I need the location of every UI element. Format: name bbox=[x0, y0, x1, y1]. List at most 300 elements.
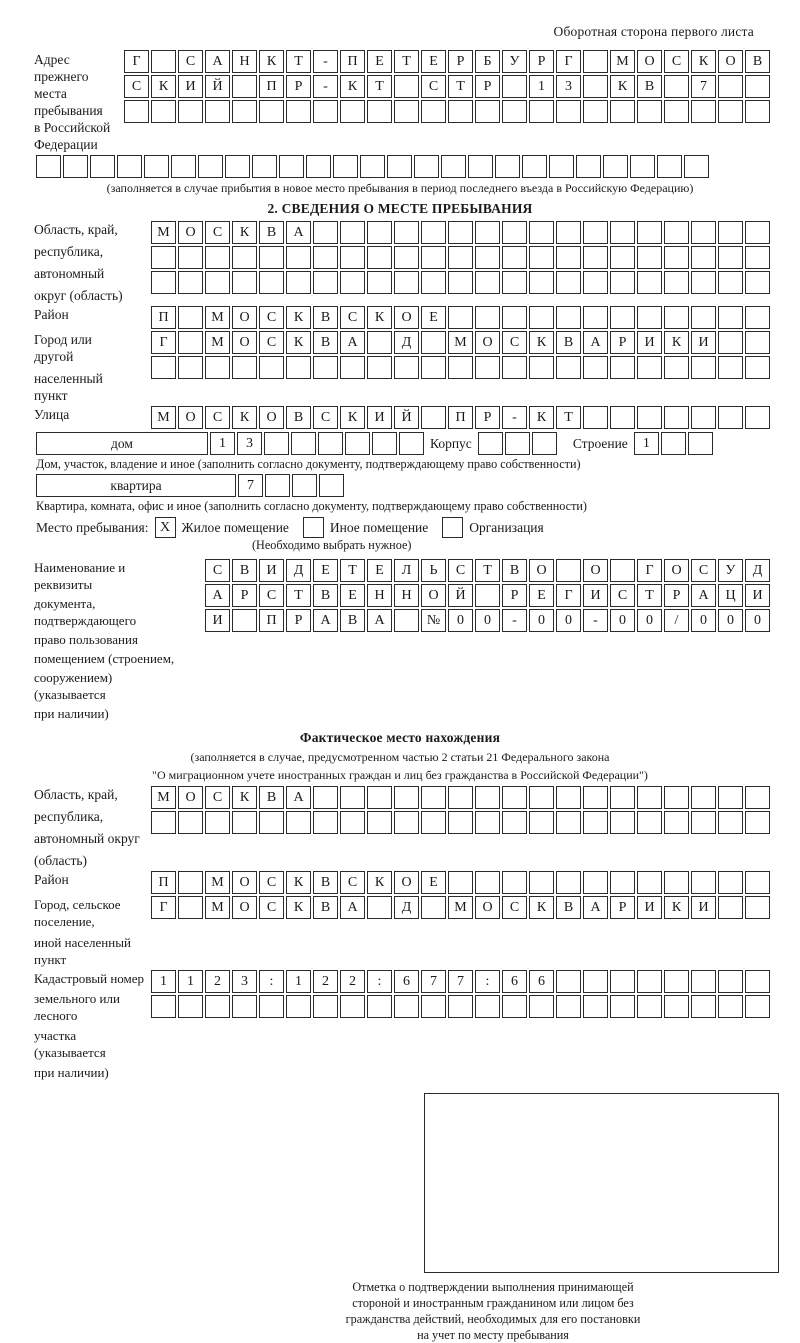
char-cell[interactable] bbox=[745, 970, 770, 993]
char-cell[interactable] bbox=[745, 100, 770, 123]
char-cell[interactable] bbox=[532, 432, 557, 455]
char-cell[interactable]: 1 bbox=[634, 432, 659, 455]
char-cell[interactable] bbox=[372, 432, 397, 455]
char-cell[interactable] bbox=[313, 221, 338, 244]
char-cell[interactable] bbox=[610, 246, 635, 269]
char-cell[interactable]: О bbox=[232, 306, 257, 329]
char-cell[interactable]: 7 bbox=[238, 474, 263, 497]
char-cell[interactable]: К bbox=[529, 331, 554, 354]
char-cell[interactable] bbox=[583, 100, 608, 123]
char-cell[interactable]: К bbox=[286, 306, 311, 329]
char-cell[interactable]: С bbox=[421, 75, 446, 98]
char-cell[interactable] bbox=[448, 786, 473, 809]
char-cell[interactable] bbox=[151, 246, 176, 269]
char-cell[interactable]: 3 bbox=[556, 75, 581, 98]
char-cell[interactable]: 0 bbox=[718, 609, 743, 632]
char-cell[interactable] bbox=[637, 100, 662, 123]
char-cell[interactable] bbox=[556, 221, 581, 244]
char-cell[interactable] bbox=[583, 811, 608, 834]
actual-district-cells[interactable] bbox=[151, 871, 772, 894]
char-cell[interactable] bbox=[495, 155, 520, 178]
char-cell[interactable] bbox=[718, 75, 743, 98]
char-cell[interactable] bbox=[421, 221, 446, 244]
char-cell[interactable]: Т bbox=[475, 559, 500, 582]
char-cell[interactable]: С bbox=[502, 331, 527, 354]
char-cell[interactable]: С bbox=[259, 584, 284, 607]
char-cell[interactable] bbox=[691, 356, 716, 379]
document-cells-row3[interactable] bbox=[205, 609, 772, 632]
char-cell[interactable] bbox=[610, 221, 635, 244]
char-cell[interactable]: 1 bbox=[529, 75, 554, 98]
char-cell[interactable] bbox=[264, 432, 289, 455]
char-cell[interactable] bbox=[232, 75, 257, 98]
char-cell[interactable]: 7 bbox=[421, 970, 446, 993]
char-cell[interactable] bbox=[475, 811, 500, 834]
char-cell[interactable]: Й bbox=[205, 75, 230, 98]
char-cell[interactable]: Г bbox=[637, 559, 662, 582]
char-cell[interactable] bbox=[205, 100, 230, 123]
char-cell[interactable] bbox=[205, 356, 230, 379]
korpus-cells[interactable] bbox=[478, 432, 559, 455]
char-cell[interactable]: И bbox=[178, 75, 203, 98]
char-cell[interactable]: Т bbox=[367, 75, 392, 98]
char-cell[interactable]: У bbox=[718, 559, 743, 582]
char-cell[interactable]: 1 bbox=[178, 970, 203, 993]
char-cell[interactable] bbox=[529, 246, 554, 269]
char-cell[interactable]: Г bbox=[151, 331, 176, 354]
char-cell[interactable]: К bbox=[340, 75, 365, 98]
char-cell[interactable] bbox=[610, 970, 635, 993]
char-cell[interactable]: Ь bbox=[421, 559, 446, 582]
char-cell[interactable]: Г bbox=[556, 50, 581, 73]
char-cell[interactable]: В bbox=[286, 406, 311, 429]
char-cell[interactable] bbox=[340, 100, 365, 123]
char-cell[interactable] bbox=[286, 811, 311, 834]
char-cell[interactable] bbox=[529, 811, 554, 834]
char-cell[interactable]: К bbox=[610, 75, 635, 98]
char-cell[interactable] bbox=[475, 871, 500, 894]
char-cell[interactable]: О bbox=[232, 331, 257, 354]
char-cell[interactable] bbox=[448, 811, 473, 834]
char-cell[interactable] bbox=[232, 100, 257, 123]
char-cell[interactable]: О bbox=[178, 406, 203, 429]
char-cell[interactable] bbox=[286, 246, 311, 269]
char-cell[interactable]: О bbox=[178, 786, 203, 809]
char-cell[interactable] bbox=[745, 896, 770, 919]
char-cell[interactable] bbox=[576, 155, 601, 178]
char-cell[interactable]: - bbox=[502, 609, 527, 632]
char-cell[interactable] bbox=[367, 995, 392, 1018]
char-cell[interactable] bbox=[664, 306, 689, 329]
char-cell[interactable] bbox=[475, 356, 500, 379]
char-cell[interactable] bbox=[583, 75, 608, 98]
char-cell[interactable] bbox=[502, 871, 527, 894]
char-cell[interactable] bbox=[178, 271, 203, 294]
char-cell[interactable]: П bbox=[151, 871, 176, 894]
char-cell[interactable]: Г bbox=[124, 50, 149, 73]
char-cell[interactable]: Н bbox=[232, 50, 257, 73]
char-cell[interactable]: В bbox=[259, 221, 284, 244]
char-cell[interactable]: Т bbox=[286, 584, 311, 607]
char-cell[interactable]: : bbox=[259, 970, 284, 993]
checkbox-other-premises[interactable] bbox=[303, 517, 324, 538]
char-cell[interactable] bbox=[583, 246, 608, 269]
char-cell[interactable] bbox=[232, 356, 257, 379]
stamp-area[interactable] bbox=[424, 1093, 779, 1273]
char-cell[interactable]: М bbox=[610, 50, 635, 73]
char-cell[interactable]: № bbox=[421, 609, 446, 632]
char-cell[interactable] bbox=[556, 246, 581, 269]
char-cell[interactable]: Е bbox=[421, 306, 446, 329]
char-cell[interactable]: 7 bbox=[691, 75, 716, 98]
char-cell[interactable] bbox=[313, 811, 338, 834]
previous-address-cells-row2[interactable] bbox=[124, 75, 772, 98]
char-cell[interactable] bbox=[684, 155, 709, 178]
char-cell[interactable] bbox=[340, 811, 365, 834]
char-cell[interactable]: В bbox=[313, 584, 338, 607]
char-cell[interactable]: 3 bbox=[232, 970, 257, 993]
char-cell[interactable]: 0 bbox=[745, 609, 770, 632]
char-cell[interactable]: О bbox=[178, 221, 203, 244]
char-cell[interactable]: К bbox=[259, 50, 284, 73]
char-cell[interactable] bbox=[63, 155, 88, 178]
char-cell[interactable] bbox=[745, 331, 770, 354]
char-cell[interactable] bbox=[421, 995, 446, 1018]
char-cell[interactable]: Т bbox=[637, 584, 662, 607]
char-cell[interactable]: К bbox=[529, 896, 554, 919]
char-cell[interactable] bbox=[502, 786, 527, 809]
checkbox-organization[interactable] bbox=[442, 517, 463, 538]
char-cell[interactable] bbox=[151, 811, 176, 834]
char-cell[interactable] bbox=[367, 356, 392, 379]
char-cell[interactable] bbox=[286, 995, 311, 1018]
char-cell[interactable]: 6 bbox=[394, 970, 419, 993]
char-cell[interactable]: К bbox=[286, 896, 311, 919]
char-cell[interactable] bbox=[502, 306, 527, 329]
char-cell[interactable] bbox=[529, 221, 554, 244]
char-cell[interactable]: С bbox=[259, 306, 284, 329]
char-cell[interactable]: О bbox=[232, 896, 257, 919]
char-cell[interactable] bbox=[718, 331, 743, 354]
char-cell[interactable] bbox=[313, 786, 338, 809]
char-cell[interactable] bbox=[583, 50, 608, 73]
char-cell[interactable] bbox=[502, 100, 527, 123]
char-cell[interactable] bbox=[367, 331, 392, 354]
document-cells-row2[interactable] bbox=[205, 584, 772, 607]
char-cell[interactable]: А bbox=[286, 221, 311, 244]
char-cell[interactable] bbox=[345, 432, 370, 455]
char-cell[interactable]: И bbox=[691, 331, 716, 354]
char-cell[interactable]: Р bbox=[286, 609, 311, 632]
char-cell[interactable] bbox=[178, 246, 203, 269]
char-cell[interactable]: М bbox=[448, 896, 473, 919]
char-cell[interactable] bbox=[745, 271, 770, 294]
char-cell[interactable] bbox=[394, 246, 419, 269]
char-cell[interactable] bbox=[367, 811, 392, 834]
char-cell[interactable] bbox=[259, 100, 284, 123]
char-cell[interactable] bbox=[340, 271, 365, 294]
char-cell[interactable] bbox=[718, 246, 743, 269]
char-cell[interactable]: С bbox=[340, 871, 365, 894]
char-cell[interactable]: К bbox=[286, 331, 311, 354]
char-cell[interactable]: О bbox=[394, 306, 419, 329]
char-cell[interactable] bbox=[319, 474, 344, 497]
char-cell[interactable]: 0 bbox=[556, 609, 581, 632]
char-cell[interactable]: Р bbox=[232, 584, 257, 607]
char-cell[interactable] bbox=[583, 970, 608, 993]
char-cell[interactable]: П bbox=[448, 406, 473, 429]
char-cell[interactable] bbox=[718, 221, 743, 244]
char-cell[interactable] bbox=[205, 995, 230, 1018]
char-cell[interactable] bbox=[36, 155, 61, 178]
char-cell[interactable] bbox=[583, 356, 608, 379]
char-cell[interactable] bbox=[475, 221, 500, 244]
char-cell[interactable] bbox=[178, 811, 203, 834]
cadastre-cells-row2[interactable] bbox=[151, 995, 772, 1018]
char-cell[interactable] bbox=[610, 406, 635, 429]
district-cells[interactable] bbox=[151, 306, 772, 329]
char-cell[interactable] bbox=[292, 474, 317, 497]
char-cell[interactable]: Т bbox=[556, 406, 581, 429]
char-cell[interactable] bbox=[610, 271, 635, 294]
char-cell[interactable] bbox=[637, 356, 662, 379]
char-cell[interactable]: М bbox=[151, 786, 176, 809]
char-cell[interactable] bbox=[505, 432, 530, 455]
char-cell[interactable]: В bbox=[556, 896, 581, 919]
char-cell[interactable] bbox=[259, 246, 284, 269]
char-cell[interactable]: Н bbox=[394, 584, 419, 607]
char-cell[interactable]: И bbox=[637, 331, 662, 354]
char-cell[interactable]: С bbox=[205, 786, 230, 809]
char-cell[interactable] bbox=[556, 811, 581, 834]
char-cell[interactable]: Е bbox=[340, 584, 365, 607]
char-cell[interactable]: С bbox=[340, 306, 365, 329]
char-cell[interactable] bbox=[529, 306, 554, 329]
region-cells-row2[interactable] bbox=[151, 246, 772, 269]
char-cell[interactable] bbox=[448, 995, 473, 1018]
char-cell[interactable] bbox=[252, 155, 277, 178]
char-cell[interactable] bbox=[259, 356, 284, 379]
char-cell[interactable] bbox=[448, 356, 473, 379]
char-cell[interactable]: А bbox=[340, 331, 365, 354]
char-cell[interactable] bbox=[151, 50, 176, 73]
char-cell[interactable]: К bbox=[664, 331, 689, 354]
char-cell[interactable]: О bbox=[529, 559, 554, 582]
char-cell[interactable] bbox=[556, 995, 581, 1018]
char-cell[interactable]: П bbox=[259, 75, 284, 98]
char-cell[interactable] bbox=[367, 246, 392, 269]
char-cell[interactable]: Т bbox=[448, 75, 473, 98]
char-cell[interactable] bbox=[478, 432, 503, 455]
char-cell[interactable]: Л bbox=[394, 559, 419, 582]
char-cell[interactable]: Р bbox=[529, 50, 554, 73]
char-cell[interactable] bbox=[475, 995, 500, 1018]
char-cell[interactable] bbox=[387, 155, 412, 178]
char-cell[interactable]: А bbox=[367, 609, 392, 632]
char-cell[interactable] bbox=[178, 356, 203, 379]
char-cell[interactable]: Е bbox=[421, 871, 446, 894]
region-cells-row1[interactable] bbox=[151, 221, 772, 244]
char-cell[interactable] bbox=[688, 432, 713, 455]
char-cell[interactable] bbox=[232, 995, 257, 1018]
char-cell[interactable] bbox=[232, 271, 257, 294]
char-cell[interactable] bbox=[610, 306, 635, 329]
char-cell[interactable]: К bbox=[232, 221, 257, 244]
char-cell[interactable]: О bbox=[259, 406, 284, 429]
char-cell[interactable] bbox=[333, 155, 358, 178]
char-cell[interactable]: - bbox=[583, 609, 608, 632]
char-cell[interactable]: М bbox=[151, 221, 176, 244]
char-cell[interactable]: Т bbox=[394, 50, 419, 73]
char-cell[interactable] bbox=[664, 221, 689, 244]
char-cell[interactable] bbox=[529, 356, 554, 379]
char-cell[interactable]: В bbox=[637, 75, 662, 98]
char-cell[interactable] bbox=[664, 811, 689, 834]
char-cell[interactable]: М bbox=[448, 331, 473, 354]
char-cell[interactable]: С bbox=[664, 50, 689, 73]
char-cell[interactable] bbox=[603, 155, 628, 178]
char-cell[interactable]: М bbox=[205, 306, 230, 329]
char-cell[interactable]: К bbox=[232, 786, 257, 809]
char-cell[interactable]: И bbox=[583, 584, 608, 607]
char-cell[interactable] bbox=[340, 246, 365, 269]
char-cell[interactable] bbox=[448, 221, 473, 244]
char-cell[interactable] bbox=[198, 155, 223, 178]
char-cell[interactable] bbox=[306, 155, 331, 178]
char-cell[interactable]: Е bbox=[529, 584, 554, 607]
char-cell[interactable]: О bbox=[421, 584, 446, 607]
char-cell[interactable] bbox=[421, 786, 446, 809]
char-cell[interactable] bbox=[583, 306, 608, 329]
char-cell[interactable] bbox=[475, 584, 500, 607]
char-cell[interactable]: 3 bbox=[237, 432, 262, 455]
char-cell[interactable] bbox=[637, 871, 662, 894]
char-cell[interactable] bbox=[637, 246, 662, 269]
char-cell[interactable]: И bbox=[259, 559, 284, 582]
char-cell[interactable] bbox=[448, 271, 473, 294]
char-cell[interactable]: М bbox=[205, 871, 230, 894]
char-cell[interactable]: 1 bbox=[286, 970, 311, 993]
char-cell[interactable]: Й bbox=[448, 584, 473, 607]
char-cell[interactable] bbox=[745, 786, 770, 809]
char-cell[interactable] bbox=[265, 474, 290, 497]
char-cell[interactable]: О bbox=[232, 871, 257, 894]
char-cell[interactable] bbox=[556, 559, 581, 582]
char-cell[interactable] bbox=[691, 246, 716, 269]
char-cell[interactable]: И bbox=[691, 896, 716, 919]
char-cell[interactable]: Й bbox=[394, 406, 419, 429]
char-cell[interactable] bbox=[502, 356, 527, 379]
char-cell[interactable] bbox=[394, 75, 419, 98]
char-cell[interactable] bbox=[522, 155, 547, 178]
char-cell[interactable] bbox=[556, 306, 581, 329]
char-cell[interactable]: М bbox=[205, 896, 230, 919]
char-cell[interactable]: С bbox=[205, 406, 230, 429]
char-cell[interactable] bbox=[421, 271, 446, 294]
char-cell[interactable] bbox=[394, 271, 419, 294]
char-cell[interactable] bbox=[286, 271, 311, 294]
char-cell[interactable] bbox=[421, 896, 446, 919]
char-cell[interactable]: Р bbox=[502, 584, 527, 607]
char-cell[interactable] bbox=[205, 271, 230, 294]
char-cell[interactable]: К bbox=[664, 896, 689, 919]
char-cell[interactable] bbox=[583, 995, 608, 1018]
char-cell[interactable]: 2 bbox=[313, 970, 338, 993]
char-cell[interactable] bbox=[178, 331, 203, 354]
char-cell[interactable]: И bbox=[745, 584, 770, 607]
char-cell[interactable] bbox=[178, 871, 203, 894]
char-cell[interactable] bbox=[664, 271, 689, 294]
char-cell[interactable] bbox=[178, 896, 203, 919]
region-cells-row3[interactable] bbox=[151, 271, 772, 294]
char-cell[interactable] bbox=[583, 406, 608, 429]
char-cell[interactable] bbox=[340, 221, 365, 244]
char-cell[interactable] bbox=[691, 306, 716, 329]
char-cell[interactable] bbox=[745, 995, 770, 1018]
char-cell[interactable]: Р bbox=[475, 75, 500, 98]
char-cell[interactable]: Д bbox=[286, 559, 311, 582]
char-cell[interactable]: В bbox=[313, 871, 338, 894]
char-cell[interactable]: / bbox=[664, 609, 689, 632]
stroenie-cells[interactable] bbox=[634, 432, 715, 455]
char-cell[interactable]: И bbox=[637, 896, 662, 919]
char-cell[interactable] bbox=[448, 246, 473, 269]
char-cell[interactable]: К bbox=[151, 75, 176, 98]
char-cell[interactable] bbox=[610, 995, 635, 1018]
char-cell[interactable] bbox=[421, 356, 446, 379]
char-cell[interactable]: У bbox=[502, 50, 527, 73]
char-cell[interactable] bbox=[394, 100, 419, 123]
char-cell[interactable]: С bbox=[259, 871, 284, 894]
char-cell[interactable] bbox=[691, 786, 716, 809]
actual-city-cells[interactable] bbox=[151, 896, 772, 919]
char-cell[interactable] bbox=[610, 871, 635, 894]
char-cell[interactable] bbox=[556, 356, 581, 379]
char-cell[interactable]: О bbox=[475, 896, 500, 919]
char-cell[interactable] bbox=[394, 221, 419, 244]
char-cell[interactable]: : bbox=[367, 970, 392, 993]
char-cell[interactable] bbox=[394, 811, 419, 834]
char-cell[interactable]: С bbox=[313, 406, 338, 429]
char-cell[interactable] bbox=[529, 871, 554, 894]
char-cell[interactable]: В bbox=[313, 331, 338, 354]
actual-region-cells-row2[interactable] bbox=[151, 811, 772, 834]
char-cell[interactable] bbox=[610, 559, 635, 582]
char-cell[interactable] bbox=[637, 995, 662, 1018]
char-cell[interactable] bbox=[664, 246, 689, 269]
char-cell[interactable] bbox=[745, 356, 770, 379]
char-cell[interactable]: М bbox=[151, 406, 176, 429]
char-cell[interactable] bbox=[664, 970, 689, 993]
char-cell[interactable] bbox=[637, 811, 662, 834]
char-cell[interactable]: А bbox=[205, 50, 230, 73]
char-cell[interactable] bbox=[414, 155, 439, 178]
char-cell[interactable]: К bbox=[286, 871, 311, 894]
char-cell[interactable] bbox=[502, 221, 527, 244]
char-cell[interactable]: В bbox=[232, 559, 257, 582]
char-cell[interactable] bbox=[745, 306, 770, 329]
char-cell[interactable] bbox=[745, 221, 770, 244]
char-cell[interactable]: А bbox=[340, 896, 365, 919]
char-cell[interactable]: С bbox=[691, 559, 716, 582]
char-cell[interactable]: Р bbox=[610, 896, 635, 919]
char-cell[interactable] bbox=[664, 786, 689, 809]
char-cell[interactable]: Н bbox=[367, 584, 392, 607]
char-cell[interactable] bbox=[232, 609, 257, 632]
char-cell[interactable] bbox=[360, 155, 385, 178]
char-cell[interactable] bbox=[475, 786, 500, 809]
char-cell[interactable] bbox=[232, 246, 257, 269]
